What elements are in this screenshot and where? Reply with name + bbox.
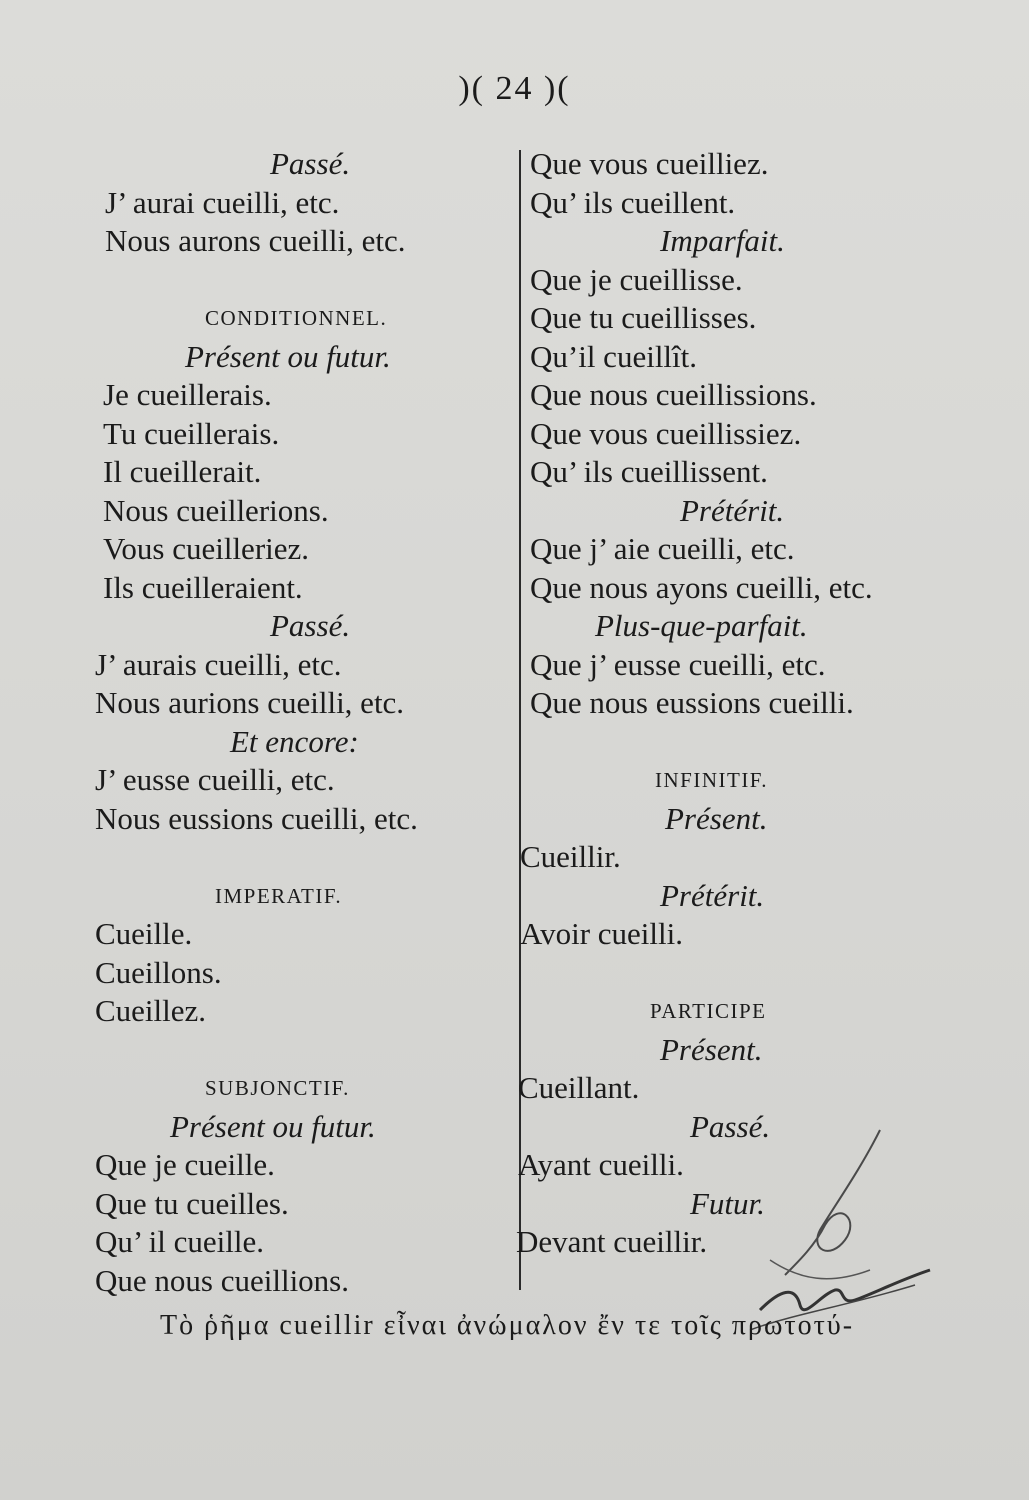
conjugation-line: Vous cueilleriez. — [103, 531, 310, 566]
conjugation-line: Que nous cueillions. — [95, 1262, 349, 1298]
tense-heading: Présent ou futur. — [185, 338, 391, 374]
conjugation-line: Cueillons. — [95, 954, 222, 990]
mood-heading: CONDITIONNEL. — [205, 306, 388, 330]
conjugation-line: Ils cueilleraient. — [103, 569, 303, 605]
conjugation-line: Nous aurons cueilli, etc. — [105, 223, 406, 258]
conjugation-line: Que je cueillisse. — [530, 261, 743, 297]
mood-heading: INFINITIF. — [655, 768, 769, 792]
conjugation-line: Avoir cueilli. — [520, 916, 683, 951]
tense-heading: Imparfait. — [660, 223, 785, 258]
tense-heading: Présent. — [665, 800, 768, 836]
tense-heading: Futur. — [690, 1185, 765, 1221]
mood-heading: IMPERATIF. — [215, 883, 343, 908]
conjugation-line: Tu cueillerais. — [103, 415, 280, 451]
conjugation-line: Cueillant. — [518, 1070, 640, 1105]
conjugation-line: Que tu cueilles. — [95, 1185, 289, 1221]
tense-heading: Prétérit. — [660, 877, 765, 913]
right-column — [516, 145, 970, 1262]
conjugation-line: Cueillez. — [95, 993, 207, 1028]
conjugation-line: Cueille. — [95, 916, 193, 951]
tense-heading: Présent. — [660, 1031, 763, 1067]
spacer — [95, 838, 500, 877]
tense-heading: Passé. — [270, 608, 351, 643]
left-column — [95, 145, 500, 1300]
tense-heading: Présent ou futur. — [170, 1108, 376, 1144]
tense-heading: Passé. — [270, 146, 351, 181]
tense-heading: Plus-que-parfait. — [595, 608, 808, 643]
conjugation-line: Que j’ eusse cueilli, etc. — [530, 646, 826, 682]
conjugation-line: Que tu cueillisses. — [530, 300, 757, 335]
conjugation-line: Nous eussions cueilli, etc. — [95, 800, 418, 836]
page-number: )( 24 )( — [458, 70, 571, 107]
conjugation-line: Que je cueille. — [95, 1147, 275, 1182]
conjugation-line: Que vous cueillissiez. — [530, 415, 802, 451]
conjugation-line: Que nous cueillissions. — [530, 377, 817, 412]
conjugation-line: Qu’il cueillît. — [530, 338, 698, 374]
conjugation-line: Qu’ ils cueillent. — [530, 184, 736, 220]
mood-heading: PARTICIPE — [650, 999, 767, 1023]
conjugation-line: Que vous cueilliez. — [530, 146, 769, 181]
tense-heading: Prétérit. — [680, 492, 785, 528]
column-divider — [519, 150, 521, 1290]
spacer — [530, 954, 970, 993]
conjugation-line: Devant cueillir. — [516, 1224, 708, 1259]
conjugation-line: J’ aurai cueilli, etc. — [105, 184, 340, 220]
footer-greek-text: Τὸ ῥῆμα cueillir εἶναι ἀνώμαλον ἔν τε τοῖς πρωτοτύ- — [160, 1310, 855, 1341]
tense-heading: Passé. — [690, 1108, 771, 1144]
spacer — [95, 261, 500, 300]
conjugation-line: Ayant cueilli. — [518, 1147, 684, 1182]
tense-heading: Et encore: — [230, 723, 359, 759]
conjugation-line: Que nous eussions cueilli. — [530, 685, 854, 720]
conjugation-line: Que nous ayons cueilli, etc. — [530, 569, 873, 605]
mood-heading: SUBJONCTIF. — [205, 1076, 350, 1100]
spacer — [95, 1031, 500, 1070]
conjugation-line: Je cueillerais. — [103, 377, 272, 412]
conjugation-line: Nous cueillerions. — [103, 492, 329, 528]
conjugation-line: Qu’ ils cueillissent. — [530, 454, 768, 489]
conjugation-line: J’ aurais cueilli, etc. — [95, 646, 342, 682]
conjugation-line: Qu’ il cueille. — [95, 1224, 265, 1259]
conjugation-line: Que j’ aie cueilli, etc. — [530, 531, 795, 566]
conjugation-line: Nous aurions cueilli, etc. — [95, 685, 405, 720]
spacer — [530, 723, 970, 762]
conjugation-line: Cueillir. — [520, 839, 621, 874]
conjugation-line: Il cueillerait. — [103, 454, 262, 489]
conjugation-line: J’ eusse cueilli, etc. — [95, 762, 335, 797]
